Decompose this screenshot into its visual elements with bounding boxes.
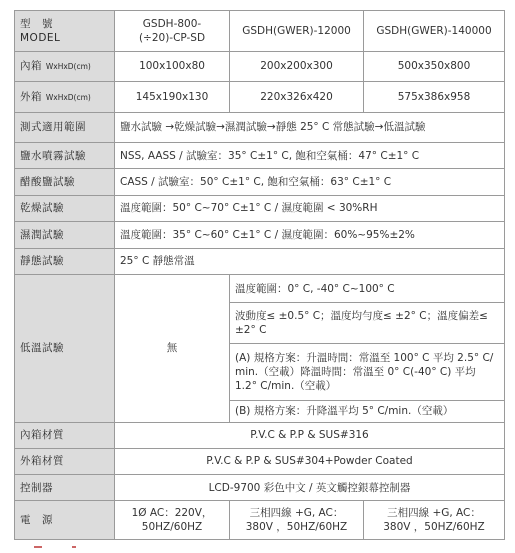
low-temp-first-model: 無	[115, 274, 230, 422]
power-1-line2: 50HZ/60HZ	[141, 521, 203, 534]
power-3-line1: 三相四線 +G, AC：	[387, 506, 481, 519]
low-temp-range: 溫度範圍：0° C, -40° C~100° C	[230, 274, 505, 302]
test-range-value: 鹽水試驗 →乾燥試驗→濕潤試驗→靜態 25° C 常態試驗→低溫試驗	[115, 112, 505, 142]
power-row	[15, 501, 505, 540]
salt-spray-label: 鹽水噴霧試驗	[15, 142, 115, 168]
inner-box-3: 500x350x800	[364, 51, 505, 81]
outer-box-label	[15, 82, 115, 112]
dry-test-value: 溫度範圍：50° C~70° C±1° C / 濕度範圍 < 30%RH	[115, 195, 505, 221]
outer-material-row	[15, 448, 505, 474]
test-range-label: 測式適用範圍	[15, 112, 115, 142]
power-2-line1: 三相四線 +G, AC：	[249, 506, 344, 519]
model-2: GSDH(GWER)-12000	[230, 11, 364, 52]
low-temp-plan-b: (B) 規格方案：升降溫平均 5° C/min.（空載）	[230, 400, 505, 422]
low-temp-fluctuation: 波動度≤ ±0.5° C；溫度均勻度≤ ±2° C；溫度偏差≤ ±2° C	[230, 303, 505, 344]
static-test-row	[15, 248, 505, 274]
model-1-line1: GSDH-800-	[142, 17, 202, 30]
inner-box-1: 100x100x80	[115, 51, 230, 81]
outer-box-1: 145x190x130	[115, 82, 230, 112]
outer-box-3: 575x386x958	[364, 82, 505, 112]
power-2	[230, 501, 364, 540]
dry-test-row	[15, 195, 505, 221]
outer-box-label-text: 外箱	[20, 90, 42, 103]
spec-table	[14, 10, 505, 540]
model-label-en: MODEL	[20, 31, 61, 44]
inner-box-unit: WxHxD(cm)	[45, 62, 91, 72]
power-label: 電 源	[15, 501, 115, 540]
outer-material-value: P.V.C & P.P & SUS#304+Powder Coated	[115, 448, 505, 474]
acetic-acid-row	[15, 169, 505, 195]
acetic-acid-label: 醋酸鹽試驗	[15, 169, 115, 195]
inner-box-2: 200x200x300	[230, 51, 364, 81]
inner-material-value: P.V.C & P.P & SUS#316	[115, 423, 505, 448]
outer-box-row	[15, 82, 505, 112]
low-temp-plan-a: (A) 規格方案：升溫時間：常溫至 100° C 平均 2.5° C/ min.（空載）降溫時間：常溫至 0° C(-40° C) 平均 1.2° C/min.（空載）	[230, 343, 505, 400]
model-label-zh: 型 號	[20, 17, 53, 30]
low-temp-label: 低溫試驗	[15, 274, 115, 422]
dry-test-label: 乾燥試驗	[15, 195, 115, 221]
power-3	[364, 501, 505, 540]
power-1	[115, 501, 230, 540]
controller-row	[15, 474, 505, 500]
model-row	[15, 11, 505, 52]
model-label	[15, 11, 115, 52]
power-3-line2: 380V ，50HZ/60HZ	[383, 521, 485, 534]
inner-material-row	[15, 423, 505, 448]
wet-test-value: 溫度範圍：35° C~60° C±1° C / 濕度範圍：60%~95%±2%	[115, 222, 505, 248]
bottom-mark	[72, 546, 76, 548]
inner-box-row	[15, 51, 505, 81]
salt-spray-row	[15, 142, 505, 168]
model-1-line2: (÷20)-CP-SD	[138, 31, 206, 44]
inner-box-label	[15, 51, 115, 81]
inner-box-label-text: 內箱	[20, 60, 42, 73]
test-range-row	[15, 112, 505, 142]
power-1-line1: 1Ø AC：220V，	[131, 506, 213, 519]
outer-material-label: 外箱材質	[15, 448, 115, 474]
acetic-acid-value: CASS / 試驗室：50° C±1° C, 飽和空氣桶：63° C±1° C	[115, 169, 505, 195]
static-test-value: 25° C 靜態常溫	[115, 248, 505, 274]
salt-spray-value: NSS, AASS / 試驗室：35° C±1° C, 飽和空氣桶：47° C±1° C	[115, 142, 505, 168]
static-test-label: 靜態試驗	[15, 248, 115, 274]
power-2-line2: 380V ，50HZ/60HZ	[245, 521, 348, 534]
wet-test-row	[15, 222, 505, 248]
controller-label: 控制器	[15, 474, 115, 500]
inner-material-label: 內箱材質	[15, 423, 115, 448]
low-temp-row	[15, 274, 505, 302]
controller-value: LCD-9700 彩色中文 / 英文觸控銀幕控制器	[115, 474, 505, 500]
wet-test-label: 濕潤試驗	[15, 222, 115, 248]
outer-box-2: 220x326x420	[230, 82, 364, 112]
model-3: GSDH(GWER)-140000	[364, 11, 505, 52]
model-1	[115, 11, 230, 52]
bottom-mark	[34, 546, 42, 548]
outer-box-unit: WxHxD(cm)	[45, 92, 91, 102]
